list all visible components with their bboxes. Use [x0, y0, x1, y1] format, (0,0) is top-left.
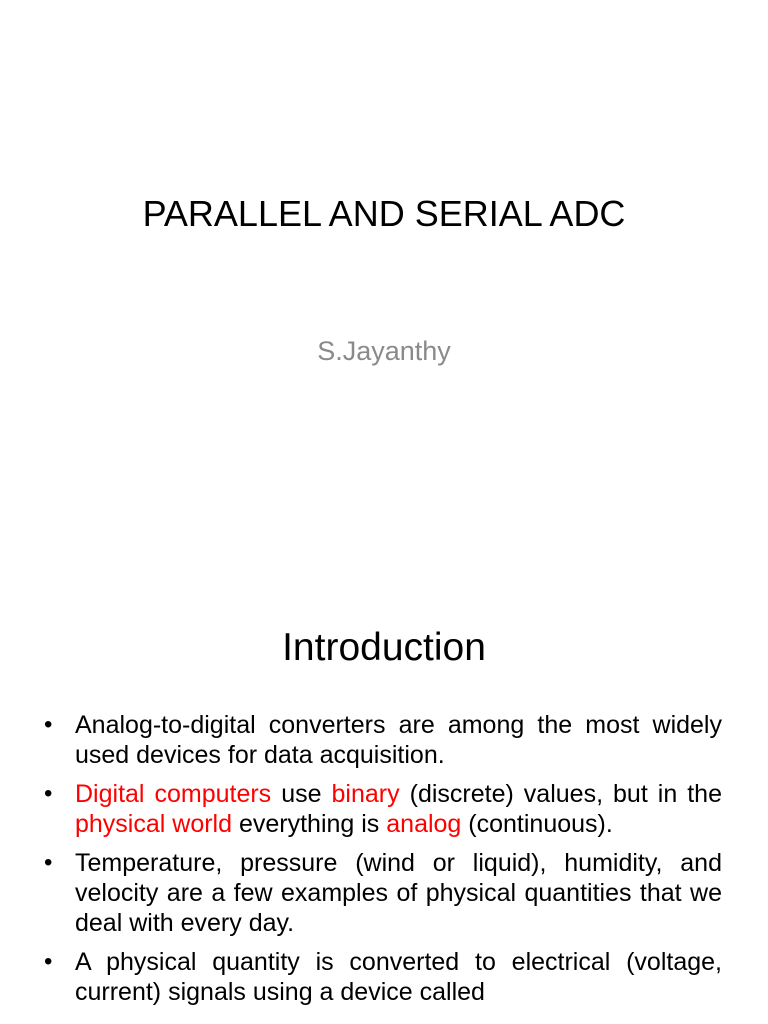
bullet-icon: •: [44, 711, 53, 738]
text-segment: (discrete) values, but in the: [399, 780, 722, 808]
text-segment: everything is: [232, 810, 387, 838]
introduction-slide: [0, 576, 768, 1024]
list-item: [44, 947, 722, 1007]
highlight-analog: analog: [386, 810, 462, 838]
list-item: [44, 710, 722, 770]
slide-title: PARALLEL AND SERIAL ADC: [142, 193, 626, 234]
bullet-text: [75, 780, 722, 838]
slide-subtitle: S.Jayanthy: [317, 336, 451, 366]
text-segment: use: [271, 780, 332, 808]
bullet-icon: •: [44, 948, 53, 975]
bullet-list: [44, 710, 722, 1016]
highlight-digital-computers: Digital computers: [75, 780, 272, 808]
highlight-physical-world: physical world: [75, 810, 233, 838]
bullet-icon: •: [44, 849, 53, 876]
bullet-text: Temperature, pressure (wind or liquid), humidity, and velocity are a few examples of physical quantities that we deal with every day.: [75, 849, 722, 937]
text-segment: (continuous).: [461, 810, 613, 838]
slide-title: Introduction: [282, 626, 486, 669]
list-item: [44, 779, 722, 839]
bullet-text: Analog-to-digital converters are among the most widely used devices for data acquisition.: [75, 711, 722, 769]
highlight-binary: binary: [331, 780, 400, 808]
bullet-text: A physical quantity is converted to electrical (voltage, current) signals using a device called: [75, 948, 722, 1006]
list-item: [44, 848, 722, 938]
bullet-icon: •: [44, 780, 53, 807]
